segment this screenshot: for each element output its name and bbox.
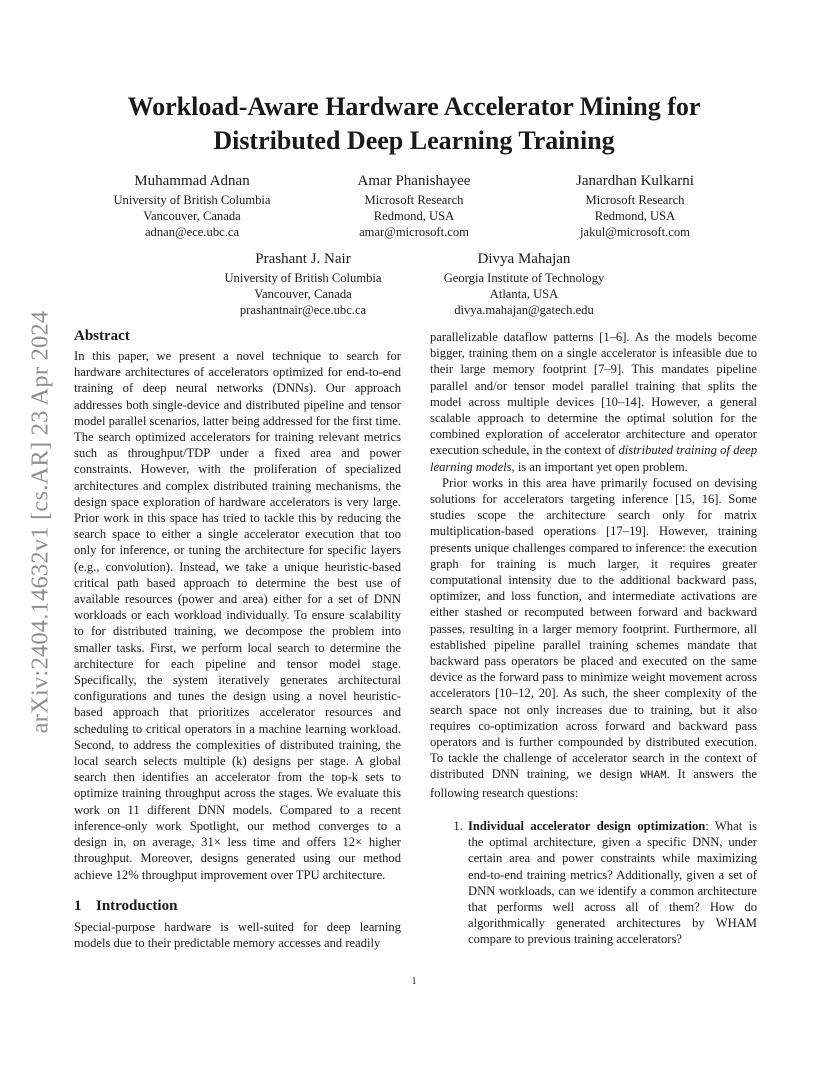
author-email: divya.mahajan@gatech.edu: [454, 303, 594, 317]
intro-paragraph-1-text: Special-purpose hardware is well-suited for deep learning models due to their predictable memory accesses and readily: [74, 919, 401, 950]
research-question-item: [466, 818, 757, 948]
abstract-heading: Abstract: [74, 328, 130, 344]
author-affiliation: Microsoft Research: [585, 193, 685, 207]
author-email: jakul@microsoft.com: [580, 225, 690, 239]
author-email: prashantnair@ece.ubc.ca: [239, 303, 367, 317]
research-question-text: : What is the optimal architecture, given a specific DNN, under certain area and power constraints while maximizing end-to-end training metrics? Additionally, given a set of DNN workloads, can we identify a common architecture that performs well across all of them? How do algorithmically generated architectures by WHAM compare to previous training accelerators?: [468, 818, 757, 947]
intro-paragraph-1-continued: [430, 329, 757, 475]
paper-title-line-1: Workload-Aware Hardware Accelerator Mining for: [127, 92, 701, 121]
author-affiliation: Georgia Institute of Technology: [443, 271, 605, 285]
author-affiliation: University of British Columbia: [224, 271, 382, 285]
author-block-2: [318, 171, 510, 240]
research-question-title: Individual accelerator design optimization: [468, 818, 706, 833]
paper-title: [74, 90, 754, 158]
left-column: [74, 327, 401, 951]
author-affiliation: University of British Columbia: [113, 193, 271, 207]
intro-paragraph-1: [74, 919, 401, 951]
author-location: Redmond, USA: [373, 209, 455, 223]
author-name: Divya Mahajan: [477, 251, 571, 267]
introduction-heading: [74, 897, 401, 915]
page-number: 1: [411, 976, 417, 987]
author-block-3: [538, 171, 732, 240]
intro-paragraph-1-emphasis: distributed training of deep learning models: [430, 443, 757, 474]
intro-paragraph-2-text: Prior works in this area have primarily focused on devising solutions for accelerators targeting inference [15, 16]. Some studies scope the architecture search only for matrix multiplication-based operations [17–19]. However, training presents unique challenges compared to inference: the execution graph for training is much larger, it requires greater computational intensity due to the additional backward pass, optimizer, and loss function, and intermediate activations are either stashed or recomputed between forward and backward passes, resulting in a larger memory footprint. Furthermore, all established pipeline parallel training schemes mandate that backward pass operators be placed and executed on the same device as the forward pass to minimize weight movement across accelerators [10–12, 20]. As such, the sheer complexity of the search space not only increases due to training, but it also requires co-optimization across forward and backward pass operators and is further compounded by distributed execution. To tackle the challenge of accelerator search in the context of distributed DNN training, we design: [430, 475, 757, 782]
system-name: WHAM: [640, 770, 667, 783]
author-email: amar@microsoft.com: [359, 225, 469, 239]
paper-title-line-2: Distributed Deep Learning Training: [213, 126, 615, 155]
author-block-1: [96, 171, 288, 240]
section-number: 1: [74, 897, 82, 914]
intro-paragraph-1-end: , is an important yet open problem.: [511, 459, 688, 474]
author-email: adnan@ece.ubc.ca: [144, 225, 240, 239]
author-location: Vancouver, Canada: [143, 209, 241, 223]
abstract-paragraph: In this paper, we present a novel technique to search for hardware architectures of accelerators optimized for end-to-end training of deep neural networks (DNNs). Our approach addresses both single-device and distributed pipeline and tensor model parallel scenarios, latter being addressed for the first time. The search optimized accelerators for training relevant metrics such as throughput/TDP under a fixed area and power constraints. However, with the proliferation of specialized architectures and complex distributed training mechanisms, the design space exploration of hardware accelerators is very large. Prior work in this space has tried to tackle this by reducing the search space to either a single accelerator execution that too only for inference, or tuning the architecture for specific layers (e.g., convolution). Instead, we take a unique heuristic-based critical path based approach to determine the best use of available resources (power and area) either for a set of DNN workloads or each workload individually. To ensure scalability to for distributed training, we decompose the problem into smaller tasks. First, we perform local search to determine the architecture for each pipeline and tensor model stage. Specifically, the system iteratively generates architectural configurations and tunes the design using a novel heuristic-based approach that prioritizes accelerator resources and scheduling to critical operators in a machine learning workload. Second, to address the complexities of distributed training, the local search selects multiple (k) designs per stage. A global search then identifies an accelerator from the top-k sets to optimize training throughput across the stages. We evaluate this work on 11 different DNN models. Compared to a recent inference-only work Spotlight, our method converges to a design in, on average, 31× less time and offers 12× higher throughput. Moreover, designs generated using our method achieve 12% throughput improvement over TPU architecture.: [74, 349, 401, 882]
arxiv-identifier: [22, 286, 58, 758]
author-location: Redmond, USA: [594, 209, 676, 223]
arxiv-identifier-text: arXiv:2404.14632v1 [cs.AR] 23 Apr 2024: [26, 310, 54, 734]
intro-paragraph-1-continued-text: parallelizable dataflow patterns [1–6]. As the models become bigger, training them on a single accelerator is infeasible due to their large memory footprint [7–9]. This mandates pipeline parallel and/or tensor model parallel training that splits the model across multiple devices [10–14]. However, a general scalable approach to determine the optimal solution for the combined exploration of accelerator architecture and operator execution schedule, in the context of: [430, 330, 757, 458]
author-block-4: [207, 249, 399, 318]
author-name: Prashant J. Nair: [255, 251, 351, 267]
author-name: Janardhan Kulkarni: [576, 173, 694, 189]
intro-paragraph-2-end: . It answers the following research questions:: [430, 767, 757, 800]
author-affiliation: Microsoft Research: [364, 193, 464, 207]
author-name: Amar Phanishayee: [357, 173, 471, 189]
intro-paragraph-2: [430, 475, 757, 801]
author-location: Vancouver, Canada: [254, 287, 352, 301]
research-questions-list: [430, 818, 757, 948]
right-column: [430, 329, 757, 948]
author-location: Atlanta, USA: [489, 287, 559, 301]
author-block-5: [427, 249, 621, 318]
author-name: Muhammad Adnan: [134, 173, 250, 189]
section-title: Introduction: [96, 897, 178, 914]
